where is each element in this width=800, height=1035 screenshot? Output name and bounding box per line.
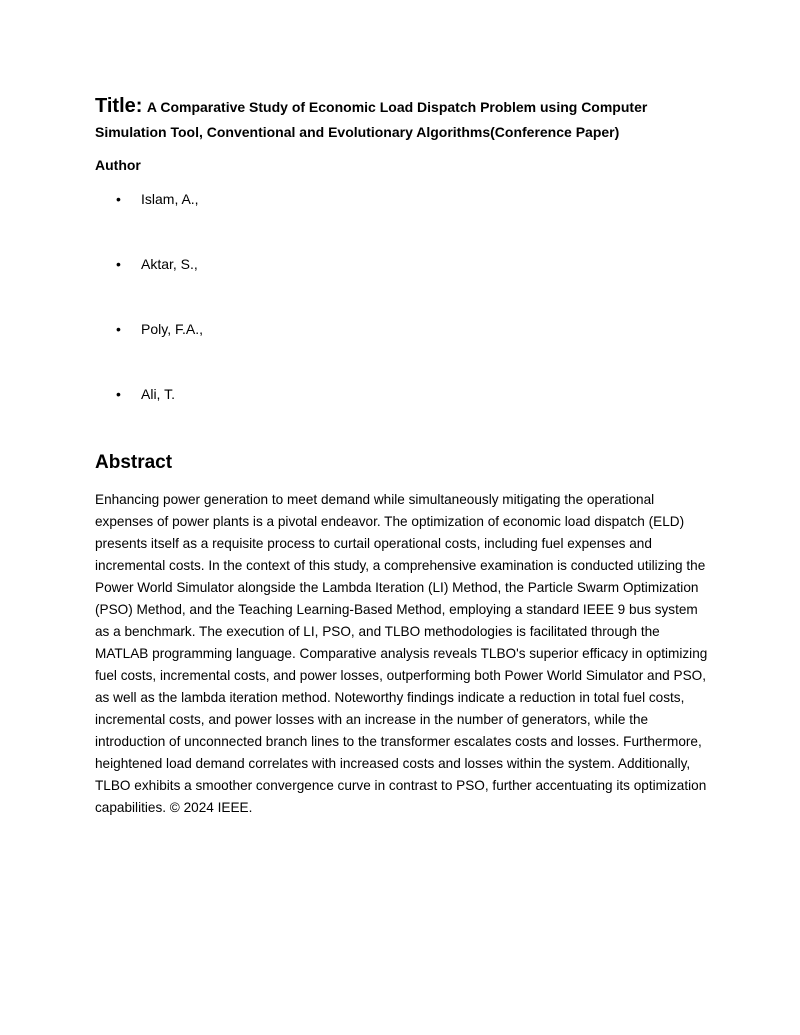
bullet-icon: • xyxy=(116,321,121,337)
bullet-icon: • xyxy=(116,191,121,207)
author-name: Islam, A., xyxy=(141,191,199,207)
author-name: Poly, F.A., xyxy=(141,321,203,337)
title-label: Title: xyxy=(95,95,143,117)
bullet-icon: • xyxy=(116,256,121,272)
author-name: Aktar, S., xyxy=(141,256,198,272)
author-heading: Author xyxy=(95,157,141,173)
bullet-icon: • xyxy=(116,386,121,402)
title-text: A Comparative Study of Economic Load Dispatch Problem using Computer Simulation Tool, Conventional and Evolutionary Algorithms(Conference Paper) xyxy=(95,99,648,140)
author-name: Ali, T. xyxy=(141,386,175,402)
abstract-body: Enhancing power generation to meet demand while simultaneously mitigating the operational expenses of power plants is a pivotal endeavor. The optimization of economic load dispatch (ELD) presents itself as a requisite process to curtail operational costs, including fuel expenses and incremental costs. In the context of this study, a comprehensive examination is conducted utilizing the Power World Simulator alongside the Lambda Iteration (LI) Method, the Particle Swarm Optimization (PSO) Method, and the Teaching Learning-Based Method, employing a standard IEEE 9 bus system as a benchmark. The execution of LI, PSO, and TLBO methodologies is facilitated through the MATLAB programming language. Comparative analysis reveals TLBO's superior efficacy in optimizing fuel costs, incremental costs, and power losses, outperforming both Power World Simulator and PSO, as well as the lambda iteration method. Noteworthy findings indicate a reduction in total fuel costs, incremental costs, and power losses with an increase in the number of generators, while the introduction of unconnected branch lines to the transformer escalates costs and losses. Furthermore, heightened load demand correlates with increased costs and losses within the system. Additionally, TLBO exhibits a smoother convergence curve in contrast to PSO, further accentuating its optimization capabilities. © 2024 IEEE. xyxy=(95,492,708,815)
abstract-heading: Abstract xyxy=(95,452,173,473)
paper-title xyxy=(95,94,710,145)
